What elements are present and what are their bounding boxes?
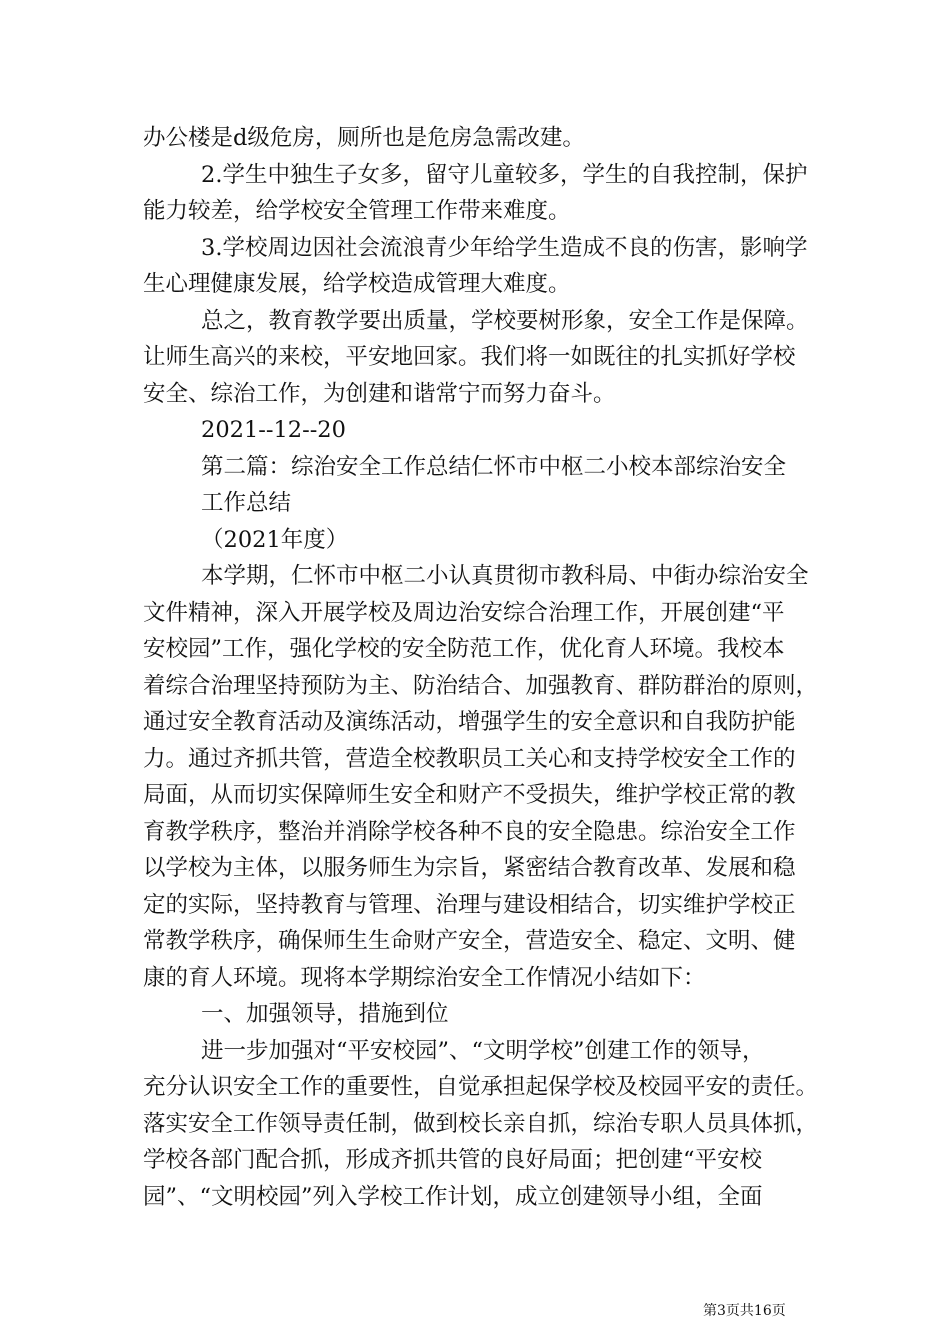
- text-line: 落实安全工作领导责任制，做到校长亲自抓，综治专职人员具体抓，: [143, 1110, 819, 1137]
- text-line: 育教学秩序，整治并消除学校各种不良的安全隐患。综治安全工作: [143, 818, 796, 845]
- text-line: 2.学生中独生子女多，留守儿童较多，学生的自我控制，保护: [201, 161, 808, 188]
- text-line: 总之，教育教学要出质量，学校要树形象，安全工作是保障。: [201, 307, 809, 334]
- text-line: 安校园”工作，强化学校的安全防范工作，优化育人环境。我校本: [143, 636, 785, 662]
- page-number-footer: 第3页共16页: [703, 1303, 786, 1319]
- text-line: 局面，从而切实保障师生安全和财产不受损失，维护学校正常的教: [143, 782, 796, 808]
- text-line: 园”、“文明校园”列入学校工作计划，成立创建领导小组，全面: [143, 1183, 763, 1210]
- text-line: 办公楼是d级危房，厕所也是危房急需改建。: [143, 125, 585, 151]
- text-line: 进一步加强对“平安校园”、“文明学校”创建工作的领导，: [201, 1037, 765, 1064]
- text-line: 第二篇：综治安全工作总结仁怀市中枢二小校本部综治安全: [201, 453, 787, 480]
- text-line: （2021年度）: [201, 526, 349, 553]
- text-line: 通过安全教育活动及演练活动，增强学生的安全意识和自我防护能: [143, 709, 796, 735]
- text-line: 一、加强领导，措施到位: [201, 1001, 449, 1027]
- text-line: 以学校为主体，以服务师生为宗旨，紧密结合教育改革、发展和稳: [143, 855, 796, 881]
- text-line: 生心理健康发展，给学校造成管理大难度。: [143, 271, 571, 297]
- text-line: 3.学校周边因社会流浪青少年给学生造成不良的伤害，影响学: [201, 234, 808, 261]
- text-line: 康的育人环境。现将本学期综治安全工作情况小结如下：: [143, 964, 706, 991]
- text-line: 定的实际，坚持教育与管理、治理与建设相结合，切实维护学校正: [143, 891, 796, 918]
- text-line: 学校各部门配合抓，形成齐抓共管的良好局面；把创建“平安校: [143, 1147, 763, 1173]
- text-line: 文件精神，深入开展学校及周边治安综合治理工作，开展创建“平: [143, 599, 785, 626]
- text-line: 让师生高兴的来校，平安地回家。我们将一如既往的扎实抓好学校: [143, 344, 796, 370]
- text-line: 能力较差，给学校安全管理工作带来难度。: [143, 198, 571, 224]
- document-body: [143, 120, 819, 1215]
- text-line: 着综合治理坚持预防为主、防治结合、加强教育、群防群治的原则，: [143, 672, 819, 699]
- text-line: 本学期，仁怀市中枢二小认真贯彻市教科局、中街办综治安全: [201, 563, 809, 589]
- text-line: 工作总结: [201, 490, 292, 516]
- text-line: 充分认识安全工作的重要性，自觉承担起保学校及校园平安的责任。: [143, 1074, 819, 1100]
- text-line: 常教学秩序，确保师生生命财产安全，营造安全、稳定、文明、健: [143, 928, 796, 954]
- text-line: 安全、综治工作，为创建和谐常宁而努力奋斗。: [143, 380, 616, 407]
- text-line: 2021--12--20: [201, 417, 346, 443]
- text-line: 力。通过齐抓共管，营造全校教职员工关心和支持学校安全工作的: [143, 745, 796, 772]
